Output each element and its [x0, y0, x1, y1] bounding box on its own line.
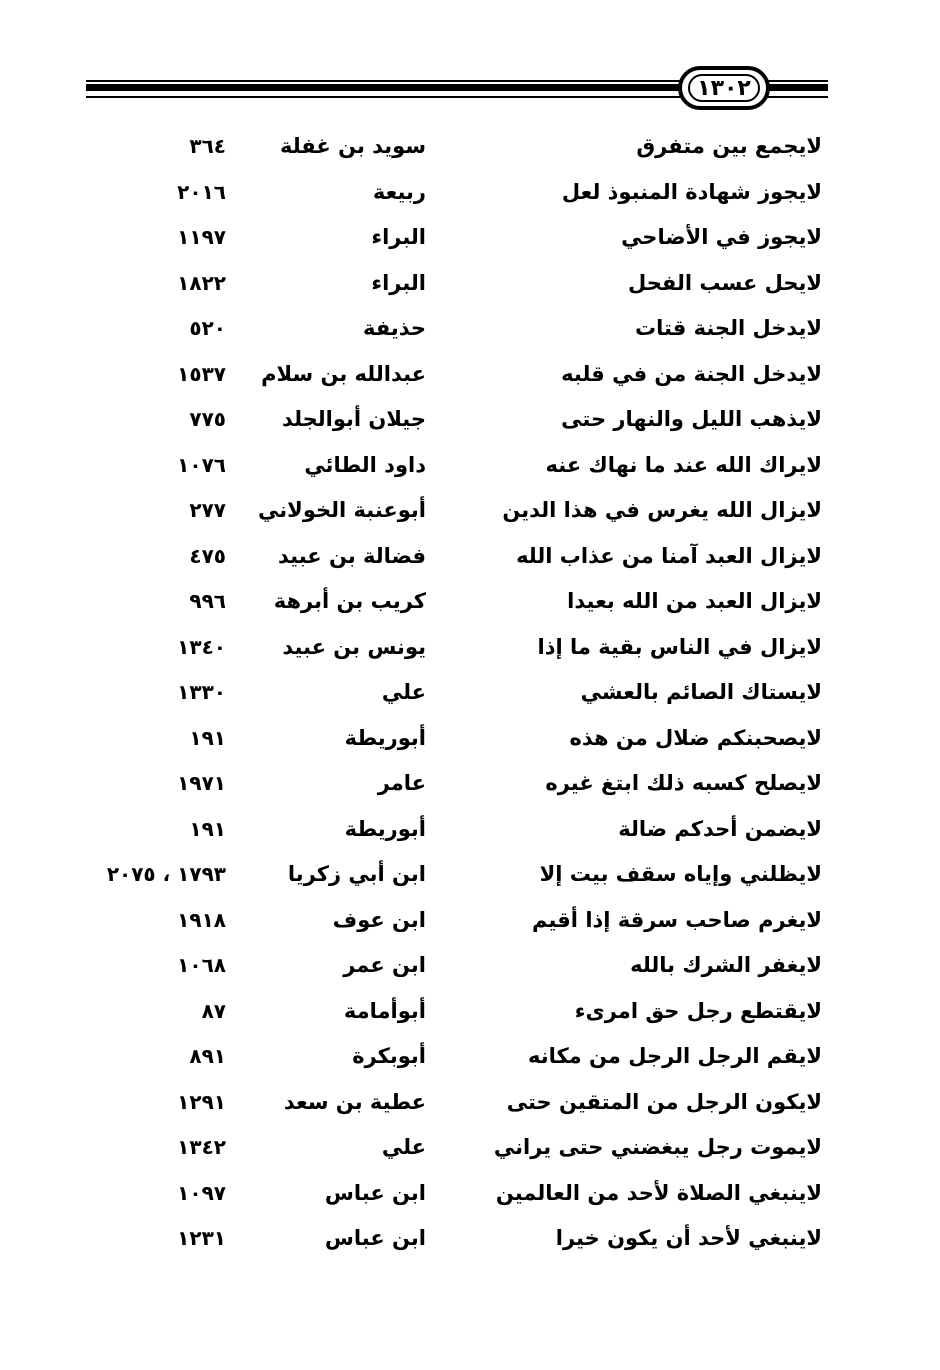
hadith-text: لايقم الرجل الرجل من مكانه	[527, 1044, 822, 1068]
narrator-name: عبدالله بن سلام	[261, 361, 426, 386]
index-row	[0, 943, 940, 989]
hadith-text: لايزال في الناس بقية ما إذا	[537, 634, 822, 659]
narrator-name: ابن أبي زكريا	[287, 862, 426, 886]
page-number-badge	[678, 66, 770, 110]
hadith-text: لايقتطع رجل حق امرىء	[574, 998, 822, 1023]
narrator-name: أبوعنبة الخولاني	[258, 498, 426, 522]
reference-number: ١٠٦٨	[177, 953, 226, 977]
hadith-text: لايجمع بين متفرق	[636, 134, 822, 158]
header-rule	[764, 84, 828, 91]
page-header	[0, 0, 940, 120]
index-row	[0, 488, 940, 534]
reference-number: ١٢٣١	[177, 1226, 226, 1250]
narrator-name: ابن عباس	[324, 1180, 426, 1205]
hadith-text: لايضمن أحدكم ضالة	[618, 816, 822, 841]
reference-number: ٢٠١٦	[177, 179, 226, 204]
hadith-text: لايراك الله عند ما نهاك عنه	[545, 452, 822, 477]
narrator-name: سويد بن غفلة	[279, 134, 426, 158]
index-row	[0, 716, 940, 762]
hadith-text: لايغرم صاحب سرقة إذا أقيم	[532, 907, 822, 932]
narrator-name: داود الطائي	[304, 452, 426, 477]
index-row	[0, 579, 940, 625]
narrator-name: عطية بن سعد	[283, 1089, 426, 1114]
reference-number: ١١٩٧	[177, 225, 226, 249]
index-row	[0, 397, 940, 443]
reference-number: ٧٧٥	[189, 407, 226, 431]
reference-number: ٣٦٤	[189, 134, 226, 158]
narrator-name: البراء	[371, 270, 426, 295]
reference-number: ١٧٩٣ ، ٢٠٧٥	[106, 862, 226, 886]
index-table	[0, 124, 940, 1262]
narrator-name: حذيفة	[363, 316, 426, 340]
hadith-text: لايذهب الليل والنهار حتى	[561, 407, 822, 431]
narrator-name: أبوريطة	[344, 816, 426, 841]
reference-number: ١٩١	[189, 725, 226, 750]
hadith-text: لايكون الرجل من المتقين حتى	[506, 1089, 822, 1114]
index-row	[0, 989, 940, 1035]
index-row	[0, 1171, 940, 1217]
reference-number: ١٠٩٧	[177, 1180, 226, 1205]
hadith-text: لايزال العبد آمنا من عذاب الله	[516, 543, 822, 568]
index-row	[0, 852, 940, 898]
index-row	[0, 261, 940, 307]
hadith-text: لايجوز شهادة المنبوذ لعل	[561, 179, 822, 204]
reference-number: ١٣٤٢	[177, 1135, 226, 1159]
index-row	[0, 534, 940, 580]
hadith-text: لايجوز في الأضاحي	[621, 225, 822, 249]
reference-number: ١٨٢٢	[177, 270, 226, 295]
narrator-name: ربيعة	[372, 179, 426, 204]
reference-number: ١٩٧١	[177, 771, 226, 795]
narrator-name: ابن عباس	[324, 1226, 426, 1250]
reference-number: ١٣٣٠	[177, 680, 226, 704]
hadith-text: لايصحبنكم ضلال من هذه	[569, 725, 822, 750]
reference-number: ٢٧٧	[189, 498, 226, 522]
reference-number: ٨٧	[201, 998, 226, 1023]
narrator-name: كريب بن أبرهة	[273, 589, 426, 613]
hadith-text: لايظلني وإياه سقف بيت إلا	[539, 862, 822, 886]
narrator-name: البراء	[371, 225, 426, 249]
narrator-name: علي	[381, 1135, 426, 1159]
index-row	[0, 1125, 940, 1171]
index-row	[0, 670, 940, 716]
hadith-text: لايدخل الجنة من في قلبه	[561, 361, 822, 386]
index-row	[0, 625, 940, 671]
index-row	[0, 443, 940, 489]
reference-number: ١٩١	[189, 816, 226, 841]
page-number: ١٣٠٢	[688, 74, 760, 102]
hadith-text: لاينبغي الصلاة لأحد من العالمين	[495, 1180, 822, 1205]
reference-number: ٥٢٠	[189, 316, 226, 340]
header-rule	[764, 96, 828, 98]
reference-number: ١٢٩١	[177, 1089, 226, 1114]
hadith-text: لاينبغي لأحد أن يكون خيرا	[555, 1226, 822, 1250]
narrator-name: فضالة بن عبيد	[278, 543, 426, 568]
narrator-name: جيلان أبوالجلد	[281, 407, 426, 431]
index-row	[0, 807, 940, 853]
index-row	[0, 1080, 940, 1126]
narrator-name: ابن عوف	[332, 907, 426, 932]
reference-number: ٩٩٦	[189, 589, 226, 613]
reference-number: ١٩١٨	[177, 907, 226, 932]
reference-number: ١٥٣٧	[177, 361, 226, 386]
hadith-text: لايغفر الشرك بالله	[630, 953, 822, 977]
index-row	[0, 352, 940, 398]
header-rule	[764, 80, 828, 82]
reference-number: ٨٩١	[189, 1044, 226, 1068]
index-row	[0, 124, 940, 170]
narrator-name: علي	[381, 680, 426, 704]
index-row	[0, 215, 940, 261]
narrator-name: عامر	[377, 771, 426, 795]
reference-number: ٤٧٥	[189, 543, 226, 568]
hadith-text: لايدخل الجنة قتات	[635, 316, 822, 340]
hadith-text: لايصلح كسبه ذلك ابتغ غيره	[545, 771, 822, 795]
index-row	[0, 761, 940, 807]
reference-number: ١٠٧٦	[177, 452, 226, 477]
hadith-text: لايستاك الصائم بالعشي	[580, 680, 822, 704]
index-row	[0, 306, 940, 352]
narrator-name: ابن عمر	[343, 953, 426, 977]
index-row	[0, 1034, 940, 1080]
narrator-name: يونس بن عبيد	[282, 634, 426, 659]
header-rule	[86, 96, 684, 98]
hadith-text: لايزال العبد من الله بعيدا	[567, 589, 822, 613]
header-rule	[86, 84, 684, 91]
header-rule	[86, 80, 684, 82]
narrator-name: أبوبكرة	[352, 1044, 426, 1068]
reference-number: ١٣٤٠	[177, 634, 226, 659]
hadith-text: لايزال الله يغرس في هذا الدين	[502, 498, 822, 522]
index-row	[0, 1216, 940, 1262]
hadith-text: لايحل عسب الفحل	[627, 270, 822, 295]
hadith-text: لايموت رجل يبغضني حتى يراني	[493, 1135, 822, 1159]
narrator-name: أبوريطة	[344, 725, 426, 750]
narrator-name: أبوأمامة	[343, 998, 426, 1023]
index-row	[0, 170, 940, 216]
index-row	[0, 898, 940, 944]
